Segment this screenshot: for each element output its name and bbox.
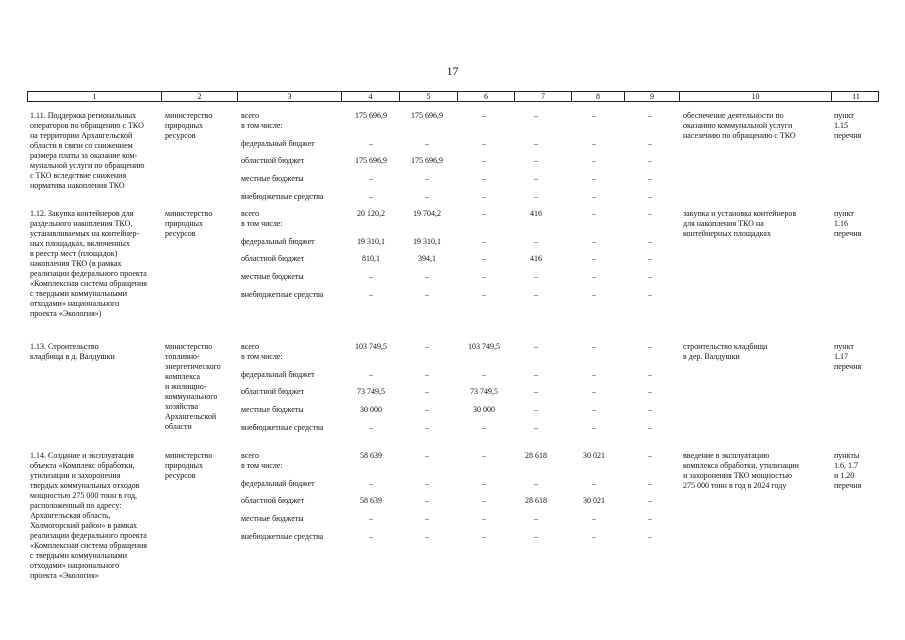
value-cell: – <box>425 174 429 183</box>
value-cell: – <box>592 423 596 432</box>
value-cell: – <box>648 405 652 414</box>
value-cell: 73 749,5 <box>357 387 385 396</box>
source-label: всего в том числе: <box>241 451 283 470</box>
row-executor-1: министерство природных ресурсов <box>165 111 213 140</box>
value-cell: – <box>482 237 486 246</box>
value-cell: – <box>482 496 486 505</box>
value-cell: – <box>534 237 538 246</box>
value-cell: – <box>534 111 538 120</box>
header-cell-8: 8 <box>571 92 624 101</box>
value-cell: – <box>482 423 486 432</box>
value-cell: – <box>534 290 538 299</box>
value-cell: – <box>648 209 652 218</box>
value-cell: – <box>369 370 373 379</box>
value-cell: – <box>425 370 429 379</box>
value-cell: – <box>482 479 486 488</box>
row-name-1: 1.11. Поддержка региональных операторов по обращению с ТКО на территории Архангельской области в связи со снижением размера платы за оказание ком- мунальной услуги по обращению с ТКО вследствие снижения норматива накопления ТКО <box>30 111 145 190</box>
row-executor-4: министерство природных ресурсов <box>165 451 213 480</box>
row-result-3: строительство кладбища в дер. Валдушки <box>683 342 768 361</box>
value-cell: – <box>534 370 538 379</box>
value-cell: 810,1 <box>362 254 380 263</box>
value-cell: – <box>369 174 373 183</box>
value-cell: – <box>592 156 596 165</box>
source-label: федеральный бюджет <box>241 237 315 246</box>
row-link-3: пункт 1.17 перечня <box>834 342 862 371</box>
source-label: федеральный бюджет <box>241 370 315 379</box>
value-cell: – <box>648 290 652 299</box>
value-cell: – <box>592 254 596 263</box>
value-cell: – <box>592 342 596 351</box>
value-cell: – <box>482 272 486 281</box>
value-cell: – <box>425 139 429 148</box>
value-cell: – <box>369 290 373 299</box>
header-cell-2: 2 <box>161 92 237 101</box>
value-cell: – <box>648 370 652 379</box>
value-cell: – <box>648 272 652 281</box>
source-label: областной бюджет <box>241 254 305 263</box>
value-cell: – <box>369 192 373 201</box>
value-cell: – <box>592 370 596 379</box>
value-cell: – <box>592 139 596 148</box>
value-cell: – <box>369 479 373 488</box>
value-cell: 28 618 <box>525 496 547 505</box>
value-cell: – <box>534 156 538 165</box>
source-label: всего в том числе: <box>241 111 283 130</box>
value-cell: – <box>425 192 429 201</box>
value-cell: – <box>648 387 652 396</box>
value-cell: – <box>592 514 596 523</box>
value-cell: – <box>482 111 486 120</box>
source-label: местные бюджеты <box>241 272 304 281</box>
source-label: областной бюджет <box>241 156 305 165</box>
value-cell: 28 618 <box>525 451 547 460</box>
value-cell: – <box>482 532 486 541</box>
value-cell: – <box>648 237 652 246</box>
source-label: областной бюджет <box>241 387 305 396</box>
value-cell: – <box>648 342 652 351</box>
value-cell: 416 <box>530 209 542 218</box>
value-cell: – <box>648 111 652 120</box>
value-cell: 30 000 <box>360 405 382 414</box>
value-cell: – <box>534 174 538 183</box>
value-cell: – <box>425 479 429 488</box>
source-label: местные бюджеты <box>241 174 304 183</box>
value-cell: – <box>369 514 373 523</box>
value-cell: – <box>592 272 596 281</box>
row-result-2: закупка и установка контейнеров для накопления ТКО на контейнерных площадках <box>683 209 797 238</box>
value-cell: – <box>482 209 486 218</box>
value-cell: 103 749,5 <box>355 342 387 351</box>
value-cell: 416 <box>530 254 542 263</box>
value-cell: – <box>369 423 373 432</box>
row-name-4: 1.14. Создание и эксплуатация объекта «Комплекс обработки, утилизации и захоронения твердых коммунальных отходов мощностью 275 000 тонн в год, расположенный по адресу: Архангельская область, Холмогорский район» в рамках реализации федерального проекта «Комплексная система обращения с твердыми коммунальными отходами» национального проекта «Экология» <box>30 451 147 580</box>
value-cell: 20 120,2 <box>357 209 385 218</box>
value-cell: 19 704,2 <box>413 209 441 218</box>
value-cell: – <box>592 405 596 414</box>
value-cell: – <box>425 387 429 396</box>
value-cell: 175 696,9 <box>355 156 387 165</box>
value-cell: 103 749,5 <box>468 342 500 351</box>
header-cell-6: 6 <box>457 92 514 101</box>
value-cell: – <box>534 139 538 148</box>
source-label: областной бюджет <box>241 496 305 505</box>
source-label: всего в том числе: <box>241 342 283 361</box>
value-cell: – <box>425 532 429 541</box>
value-cell: – <box>648 514 652 523</box>
value-cell: – <box>425 405 429 414</box>
value-cell: – <box>534 272 538 281</box>
value-cell: – <box>648 174 652 183</box>
value-cell: 394,1 <box>418 254 436 263</box>
value-cell: – <box>592 387 596 396</box>
value-cell: – <box>425 514 429 523</box>
row-link-1: пункт 1.15 перечня <box>834 111 862 140</box>
source-label: местные бюджеты <box>241 405 304 414</box>
value-cell: – <box>592 290 596 299</box>
value-cell: 30 000 <box>473 405 495 414</box>
value-cell: – <box>648 496 652 505</box>
value-cell: – <box>425 496 429 505</box>
value-cell: 73 749,5 <box>470 387 498 396</box>
value-cell: – <box>482 174 486 183</box>
value-cell: – <box>592 111 596 120</box>
value-cell: 58 639 <box>360 451 382 460</box>
value-cell: 175 696,9 <box>411 156 443 165</box>
value-cell: – <box>425 342 429 351</box>
value-cell: – <box>648 254 652 263</box>
value-cell: – <box>534 423 538 432</box>
value-cell: 30 021 <box>583 451 605 460</box>
value-cell: – <box>592 532 596 541</box>
value-cell: – <box>425 451 429 460</box>
value-cell: – <box>482 254 486 263</box>
header-cell-3: 3 <box>237 92 341 101</box>
row-link-2: пункт 1.16 перечня <box>834 209 862 238</box>
value-cell: – <box>534 342 538 351</box>
value-cell: – <box>534 405 538 414</box>
value-cell: 19 310,1 <box>357 237 385 246</box>
value-cell: – <box>482 156 486 165</box>
header-cell-11: 11 <box>831 92 880 101</box>
value-cell: – <box>648 451 652 460</box>
source-label: всего в том числе: <box>241 209 283 228</box>
value-cell: – <box>648 192 652 201</box>
row-executor-3: министерство топливно- энергетического комплекса и жилищно- коммунального хозяйства Архангельской области <box>165 342 221 431</box>
value-cell: – <box>534 514 538 523</box>
row-result-4: введение в эксплуатацию комплекса обработки, утилизации и захоронения ТКО мощностью 275 000 тонн в год в 2024 году <box>683 451 799 490</box>
value-cell: – <box>648 532 652 541</box>
header-cell-5: 5 <box>399 92 457 101</box>
header-cell-1: 1 <box>92 92 97 101</box>
page-number: 17 <box>446 64 459 78</box>
value-cell: – <box>592 479 596 488</box>
row-name-2: 1.12. Закупка контейнеров для раздельного накопления ТКО, устанавливаемых на контейнер- ных площадках, включенных в реестр мест (площадок) накопления ТКО (в рамках реализации федерального проекта «Комплексная система обращения с твердыми коммунальными отходами» национального проекта «Экология») <box>30 209 147 318</box>
header-cell-7: 7 <box>514 92 571 101</box>
value-cell: – <box>482 514 486 523</box>
value-cell: 19 310,1 <box>413 237 441 246</box>
value-cell: – <box>648 139 652 148</box>
table-header <box>27 91 879 102</box>
source-label: внебюджетные средства <box>241 532 324 541</box>
value-cell: – <box>425 290 429 299</box>
value-cell: – <box>482 370 486 379</box>
value-cell: 30 021 <box>583 496 605 505</box>
value-cell: – <box>534 479 538 488</box>
row-executor-2: министерство природных ресурсов <box>165 209 213 238</box>
header-cell-10: 10 <box>679 92 831 101</box>
value-cell: 175 696,9 <box>355 111 387 120</box>
value-cell: – <box>369 139 373 148</box>
value-cell: – <box>534 387 538 396</box>
value-cell: – <box>482 192 486 201</box>
source-label: местные бюджеты <box>241 514 304 523</box>
value-cell: – <box>369 272 373 281</box>
value-cell: – <box>648 423 652 432</box>
header-cell-4: 4 <box>341 92 399 101</box>
value-cell: 175 696,9 <box>411 111 443 120</box>
value-cell: – <box>369 532 373 541</box>
value-cell: – <box>592 237 596 246</box>
row-result-1: обеспечение деятельности по оказанию коммунальной услуги населению по обращению с ТКО <box>683 111 796 140</box>
value-cell: – <box>648 479 652 488</box>
value-cell: – <box>648 156 652 165</box>
source-label: федеральный бюджет <box>241 139 315 148</box>
source-label: внебюджетные средства <box>241 192 324 201</box>
header-cell-9: 9 <box>624 92 679 101</box>
value-cell: – <box>534 192 538 201</box>
value-cell: – <box>425 272 429 281</box>
value-cell: – <box>482 451 486 460</box>
value-cell: – <box>482 139 486 148</box>
value-cell: – <box>592 192 596 201</box>
value-cell: 58 639 <box>360 496 382 505</box>
value-cell: – <box>482 290 486 299</box>
source-label: внебюджетные средства <box>241 423 324 432</box>
value-cell: – <box>425 423 429 432</box>
row-name-3: 1.13. Строительство кладбища в д. Валдушки <box>30 342 115 361</box>
source-label: федеральный бюджет <box>241 479 315 488</box>
value-cell: – <box>592 209 596 218</box>
value-cell: – <box>592 174 596 183</box>
value-cell: – <box>534 532 538 541</box>
source-label: внебюджетные средства <box>241 290 324 299</box>
row-link-4: пункты 1.6, 1.7 и 1.20 перечня <box>834 451 862 490</box>
